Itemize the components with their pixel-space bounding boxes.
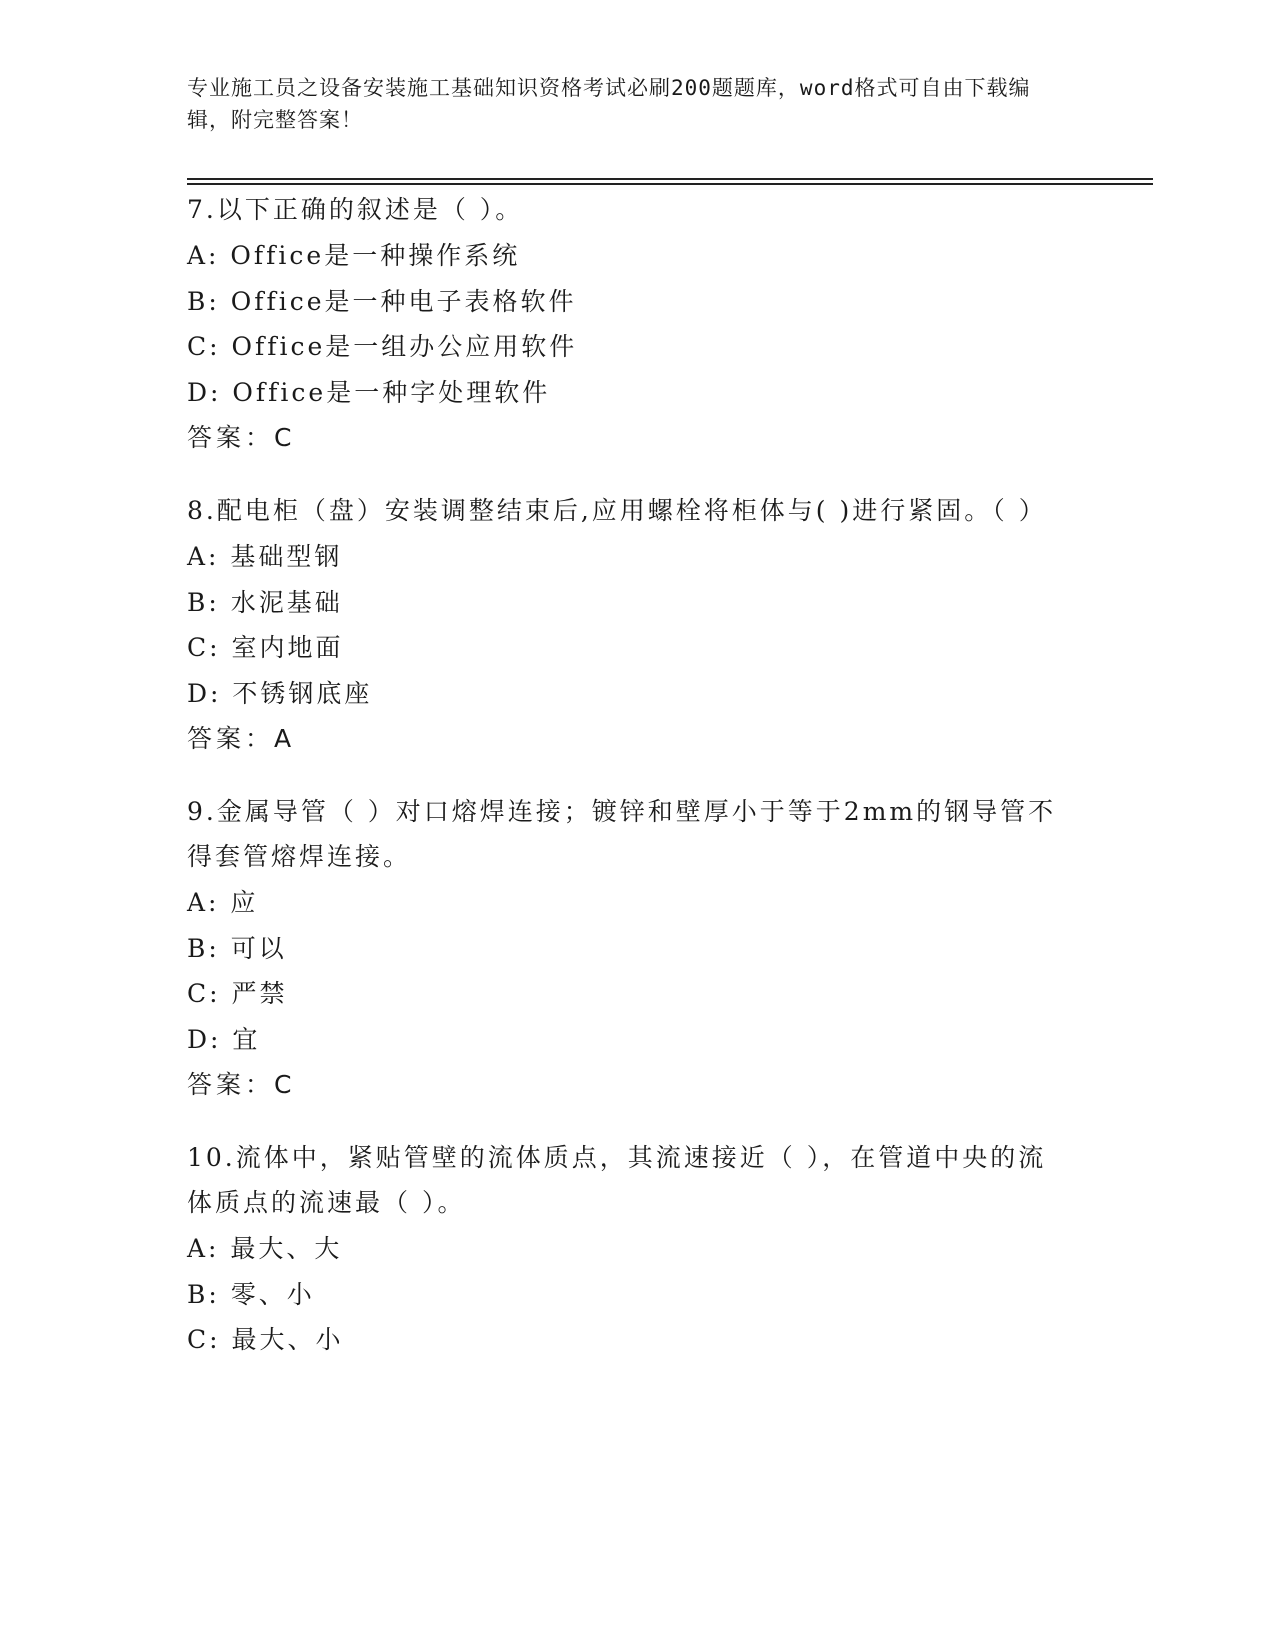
option-b: B: 水泥基础 bbox=[187, 587, 343, 617]
header-divider-bottom bbox=[187, 183, 1153, 185]
option-c: C: 最大、小 bbox=[187, 1325, 344, 1354]
answer-value: C bbox=[274, 423, 294, 452]
question-list bbox=[187, 187, 1067, 1391]
document-header: 专业施工员之设备安装施工基础知识资格考试必刷200题题库，word格式可自由下载编辑，附完整答案！ bbox=[187, 76, 1031, 132]
option-d: D: Office是一种字处理软件 bbox=[187, 377, 551, 407]
answer-line bbox=[187, 415, 1067, 460]
answer-value: C bbox=[274, 1070, 294, 1099]
option-a: A: Office是一种操作系统 bbox=[187, 241, 521, 270]
answer-value: A bbox=[274, 724, 294, 753]
answer-line bbox=[187, 716, 1067, 761]
option-a: A: 应 bbox=[187, 888, 259, 917]
question-8 bbox=[187, 488, 1067, 761]
question-stem: 10.流体中，紧贴管壁的流体质点，其流速接近（ ），在管道中央的流体质点的流速最（ ）。 bbox=[187, 1143, 1047, 1217]
answer-label: 答案： bbox=[187, 1070, 275, 1099]
option-b: B: 零、小 bbox=[187, 1279, 315, 1309]
option-b: B: 可以 bbox=[187, 933, 287, 963]
option-a: A: 基础型钢 bbox=[187, 542, 343, 571]
option-d: D: 不锈钢底座 bbox=[187, 678, 373, 708]
answer-line bbox=[187, 1062, 1067, 1107]
question-stem: 7.以下正确的叙述是（ ）。 bbox=[187, 195, 524, 224]
question-9 bbox=[187, 789, 1067, 1107]
option-a: A: 最大、大 bbox=[187, 1234, 343, 1263]
option-c: C: 室内地面 bbox=[187, 633, 344, 662]
option-d: D: 宜 bbox=[187, 1024, 261, 1054]
question-10 bbox=[187, 1135, 1067, 1363]
question-stem: 9.金属导管（ ）对口熔焊连接；镀锌和壁厚小于等于2mm的钢导管不得套管熔焊连接。 bbox=[187, 797, 1057, 871]
question-7 bbox=[187, 187, 1067, 460]
answer-label: 答案： bbox=[187, 724, 275, 753]
option-c: C: Office是一组办公应用软件 bbox=[187, 332, 578, 361]
header-divider-top bbox=[187, 178, 1153, 180]
question-stem: 8.配电柜（盘）安装调整结束后,应用螺栓将柜体与( )进行紧固。（ ） bbox=[187, 496, 1047, 525]
option-c: C: 严禁 bbox=[187, 979, 288, 1008]
answer-label: 答案： bbox=[187, 423, 275, 452]
option-b: B: Office是一种电子表格软件 bbox=[187, 286, 577, 316]
